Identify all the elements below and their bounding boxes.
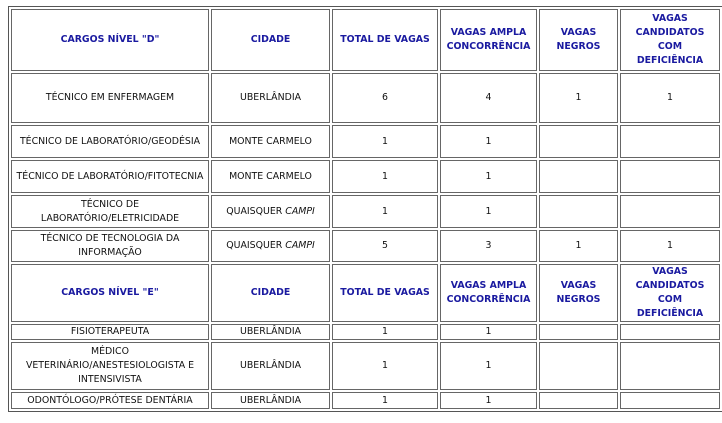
cidade-cell: UBERLÂNDIA (211, 324, 330, 340)
cargo-cell: TÉCNICO DE LABORATÓRIO/FITOTECNIA (11, 160, 209, 193)
total-cell: 1 (332, 125, 438, 158)
cargo-cell: FISIOTERAPEUTA (11, 324, 209, 340)
ampla-cell: 1 (440, 160, 537, 193)
ampla-cell: 1 (440, 392, 537, 409)
header-deficiencia: VAGAS CANDIDATOS COM DEFICIÊNCIA (620, 9, 720, 71)
header-negros: VAGAS NEGROS (539, 9, 618, 71)
table-row (11, 342, 720, 390)
negros-cell (539, 392, 618, 409)
header-cidade: CIDADE (211, 9, 330, 71)
cidade-cell: UBERLÂNDIA (211, 342, 330, 390)
cargo-cell: ODONTÓLOGO/PRÓTESE DENTÁRIA (11, 392, 209, 409)
table-row (11, 392, 720, 409)
cidade-cell: UBERLÂNDIA (211, 73, 330, 123)
deficiencia-cell: 1 (620, 73, 720, 123)
table-row (11, 324, 720, 340)
ampla-cell: 1 (440, 324, 537, 340)
negros-cell: 1 (539, 73, 618, 123)
deficiencia-cell (620, 160, 720, 193)
total-cell: 1 (332, 195, 438, 228)
deficiencia-cell: 1 (620, 230, 720, 262)
table-row (11, 160, 720, 193)
cidade-cell: QUAISQUER CAMPI (211, 230, 330, 262)
negros-cell (539, 195, 618, 228)
negros-cell (539, 125, 618, 158)
cidade-cell: QUAISQUER CAMPI (211, 195, 330, 228)
negros-cell (539, 160, 618, 193)
header-ampla: VAGAS AMPLA CONCORRÊNCIA (440, 264, 537, 322)
total-cell: 1 (332, 160, 438, 193)
cargo-cell: MÉDICO VETERINÁRIO/ANESTESIOLOGISTA E INTENSIVISTA (11, 342, 209, 390)
total-cell: 1 (332, 324, 438, 340)
header-cidade: CIDADE (211, 264, 330, 322)
header-deficiencia: VAGAS CANDIDATOS COM DEFICIÊNCIA (620, 264, 720, 322)
cidade-cell: MONTE CARMELO (211, 160, 330, 193)
total-cell: 6 (332, 73, 438, 123)
vacancies-table (8, 6, 722, 412)
deficiencia-cell (620, 342, 720, 390)
header-row-nivel-d (11, 9, 720, 71)
deficiencia-cell (620, 195, 720, 228)
header-cargo-nivel-d: CARGOS NÍVEL "D" (11, 9, 209, 71)
ampla-cell: 1 (440, 125, 537, 158)
header-cargo-nivel-e: CARGOS NÍVEL "E" (11, 264, 209, 322)
deficiencia-cell (620, 324, 720, 340)
total-cell: 5 (332, 230, 438, 262)
deficiencia-cell (620, 125, 720, 158)
negros-cell (539, 342, 618, 390)
header-row-nivel-e (11, 264, 720, 322)
cargo-cell: TÉCNICO DE TECNOLOGIA DA INFORMAÇÃO (11, 230, 209, 262)
ampla-cell: 4 (440, 73, 537, 123)
header-ampla: VAGAS AMPLA CONCORRÊNCIA (440, 9, 537, 71)
negros-cell (539, 324, 618, 340)
header-negros: VAGAS NEGROS (539, 264, 618, 322)
ampla-cell: 1 (440, 195, 537, 228)
cargo-cell: TÉCNICO DE LABORATÓRIO/ELETRICIDADE (11, 195, 209, 228)
total-cell: 1 (332, 392, 438, 409)
total-cell: 1 (332, 342, 438, 390)
header-total: TOTAL DE VAGAS (332, 9, 438, 71)
header-total: TOTAL DE VAGAS (332, 264, 438, 322)
deficiencia-cell (620, 392, 720, 409)
cargo-cell: TÉCNICO EM ENFERMAGEM (11, 73, 209, 123)
table-row (11, 73, 720, 123)
ampla-cell: 3 (440, 230, 537, 262)
cidade-cell: MONTE CARMELO (211, 125, 330, 158)
ampla-cell: 1 (440, 342, 537, 390)
cidade-cell: UBERLÂNDIA (211, 392, 330, 409)
negros-cell: 1 (539, 230, 618, 262)
cargo-cell: TÉCNICO DE LABORATÓRIO/GEODÉSIA (11, 125, 209, 158)
table-row (11, 230, 720, 262)
table-row (11, 125, 720, 158)
table-row (11, 195, 720, 228)
